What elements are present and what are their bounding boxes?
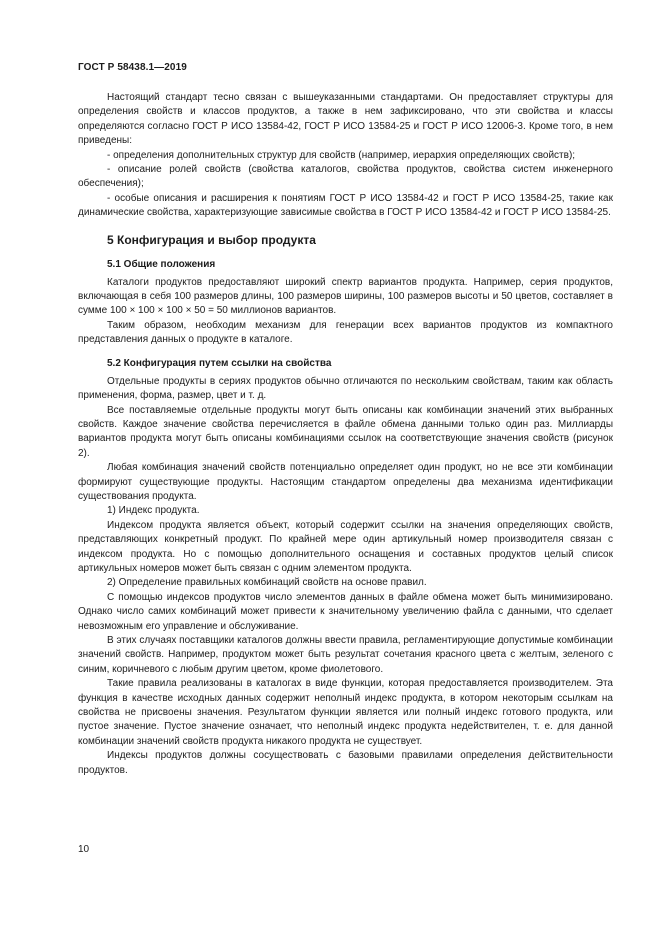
intro-paragraph: Настоящий стандарт тесно связан с вышеуказанными стандартами. Он предоставляет структуры для определения свойств и классов продуктов, а также в нем зафиксировано, что эти свойства и классы определяются согласно ГОСТ Р ИСО 13584-42, ГОСТ Р ИСО 13584-25 и ГОСТ Р ИСО 12006-3. Кроме того, в нем приведены: xyxy=(78,92,613,147)
paragraph: Каталоги продуктов предоставляют широкий спектр вариантов продукта. Например, серия продуктов, включающая в себя 100 размеров длины, 100 размеров ширины, 100 размеров высоты и 50 цветов, составляет в сумме 100 × 100 × 100 × 50 = 50 миллионов вариантов. xyxy=(78,276,613,317)
paragraph: Индексы продуктов должны сосуществовать с базовыми правилами определения действительности продуктов. xyxy=(78,750,613,776)
paragraph: Все поставляемые отдельные продукты могут быть описаны как комбинации значений этих выбранных свойств. Каждое значение свойства перечисляется в файле обмена данными только один раз. Миллиарды вариантов продукта могут быть описаны комбинациями ссылок на соответствующие значения свойств (рисунок 2). xyxy=(78,404,613,459)
list-item-product-index: 1) Индекс продукта. xyxy=(107,505,200,517)
paragraph: С помощью индексов продуктов число элементов данных в файле обмена может быть минимизировано. Однако число самих комбинаций может привести к значительному увеличению файла с данными, что сделает невозможным его управление и обслуживание. xyxy=(78,591,613,632)
subsection-5-1-title: 5.1 Общие положения xyxy=(107,258,216,270)
page-body xyxy=(78,91,613,778)
paragraph: Отдельные продукты в сериях продуктов обычно отличаются по нескольким свойствам, таким как область применения, форма, размер, цвет и т. д. xyxy=(78,375,613,402)
intro-list-item: - определения дополнительных структур для свойств (например, иерархия определяющих свойств); xyxy=(107,149,576,161)
subsection-5-2-title: 5.2 Конфигурация путем ссылки на свойства xyxy=(107,357,332,369)
intro-list-item: - описание ролей свойств (свойства каталогов, свойства продуктов, свойства систем инженерного обеспечения); xyxy=(78,164,613,190)
paragraph: Такие правила реализованы в каталогах в виде функции, которая предоставляется производителем. Эта функция в качестве исходных данных содержит неполный индекс продукта, в котором некоторым ссылкам на свойства не присвоены значения. Результатом функции является или полный индекс готового продукта, или пустое значение. Пустое значение означает, что неполный индекс продукта недействителен, т. е. для данной комбинации значений свойств продукта никакого продукта не существует. xyxy=(78,678,613,747)
intro-list-item: - особые описания и расширения к понятиям ГОСТ Р ИСО 13584-42 и ГОСТ Р ИСО 13584-25, такие как динамические свойства, характеризующие зависимые свойства в ГОСТ Р ИСО 13584-42 и ГОСТ Р ИСО 13584-25. xyxy=(78,192,613,219)
paragraph: Любая комбинация значений свойств потенциально определяет один продукт, но не все эти комбинации формируют существующие продукты. Настоящим стандартом определены два механизма идентификации существования продукта. xyxy=(78,462,613,502)
list-item-rules: 2) Определение правильных комбинаций свойств на основе правил. xyxy=(107,577,427,589)
paragraph: В этих случаях поставщики каталогов должны ввести правила, регламентирующие допустимые комбинации значений свойств. Например, продуктом может быть результат сочетания красного цвета с желтым, зеленого с синим, коричневого с любым другим цветом, кроме фиолетового. xyxy=(78,635,613,675)
section-5-title: 5 Конфигурация и выбор продукта xyxy=(107,232,316,247)
paragraph: Таким образом, необходим механизм для генерации всех вариантов продуктов из компактного представления данных о продукте в каталоге. xyxy=(78,319,613,346)
page-number: 10 xyxy=(78,844,90,855)
paragraph: Индексом продукта является объект, который содержит ссылки на значения определяющих свойств, представляющих конкретный продукт. По крайней мере один артикульный номер производителя связан с индексом продукта. Но с помощью дополнительного оснащения и составных продуктов целый список артикульных номеров может быть связан с одним элементом продукта. xyxy=(78,519,613,574)
document-code-header: ГОСТ Р 58438.1—2019 xyxy=(78,62,187,73)
